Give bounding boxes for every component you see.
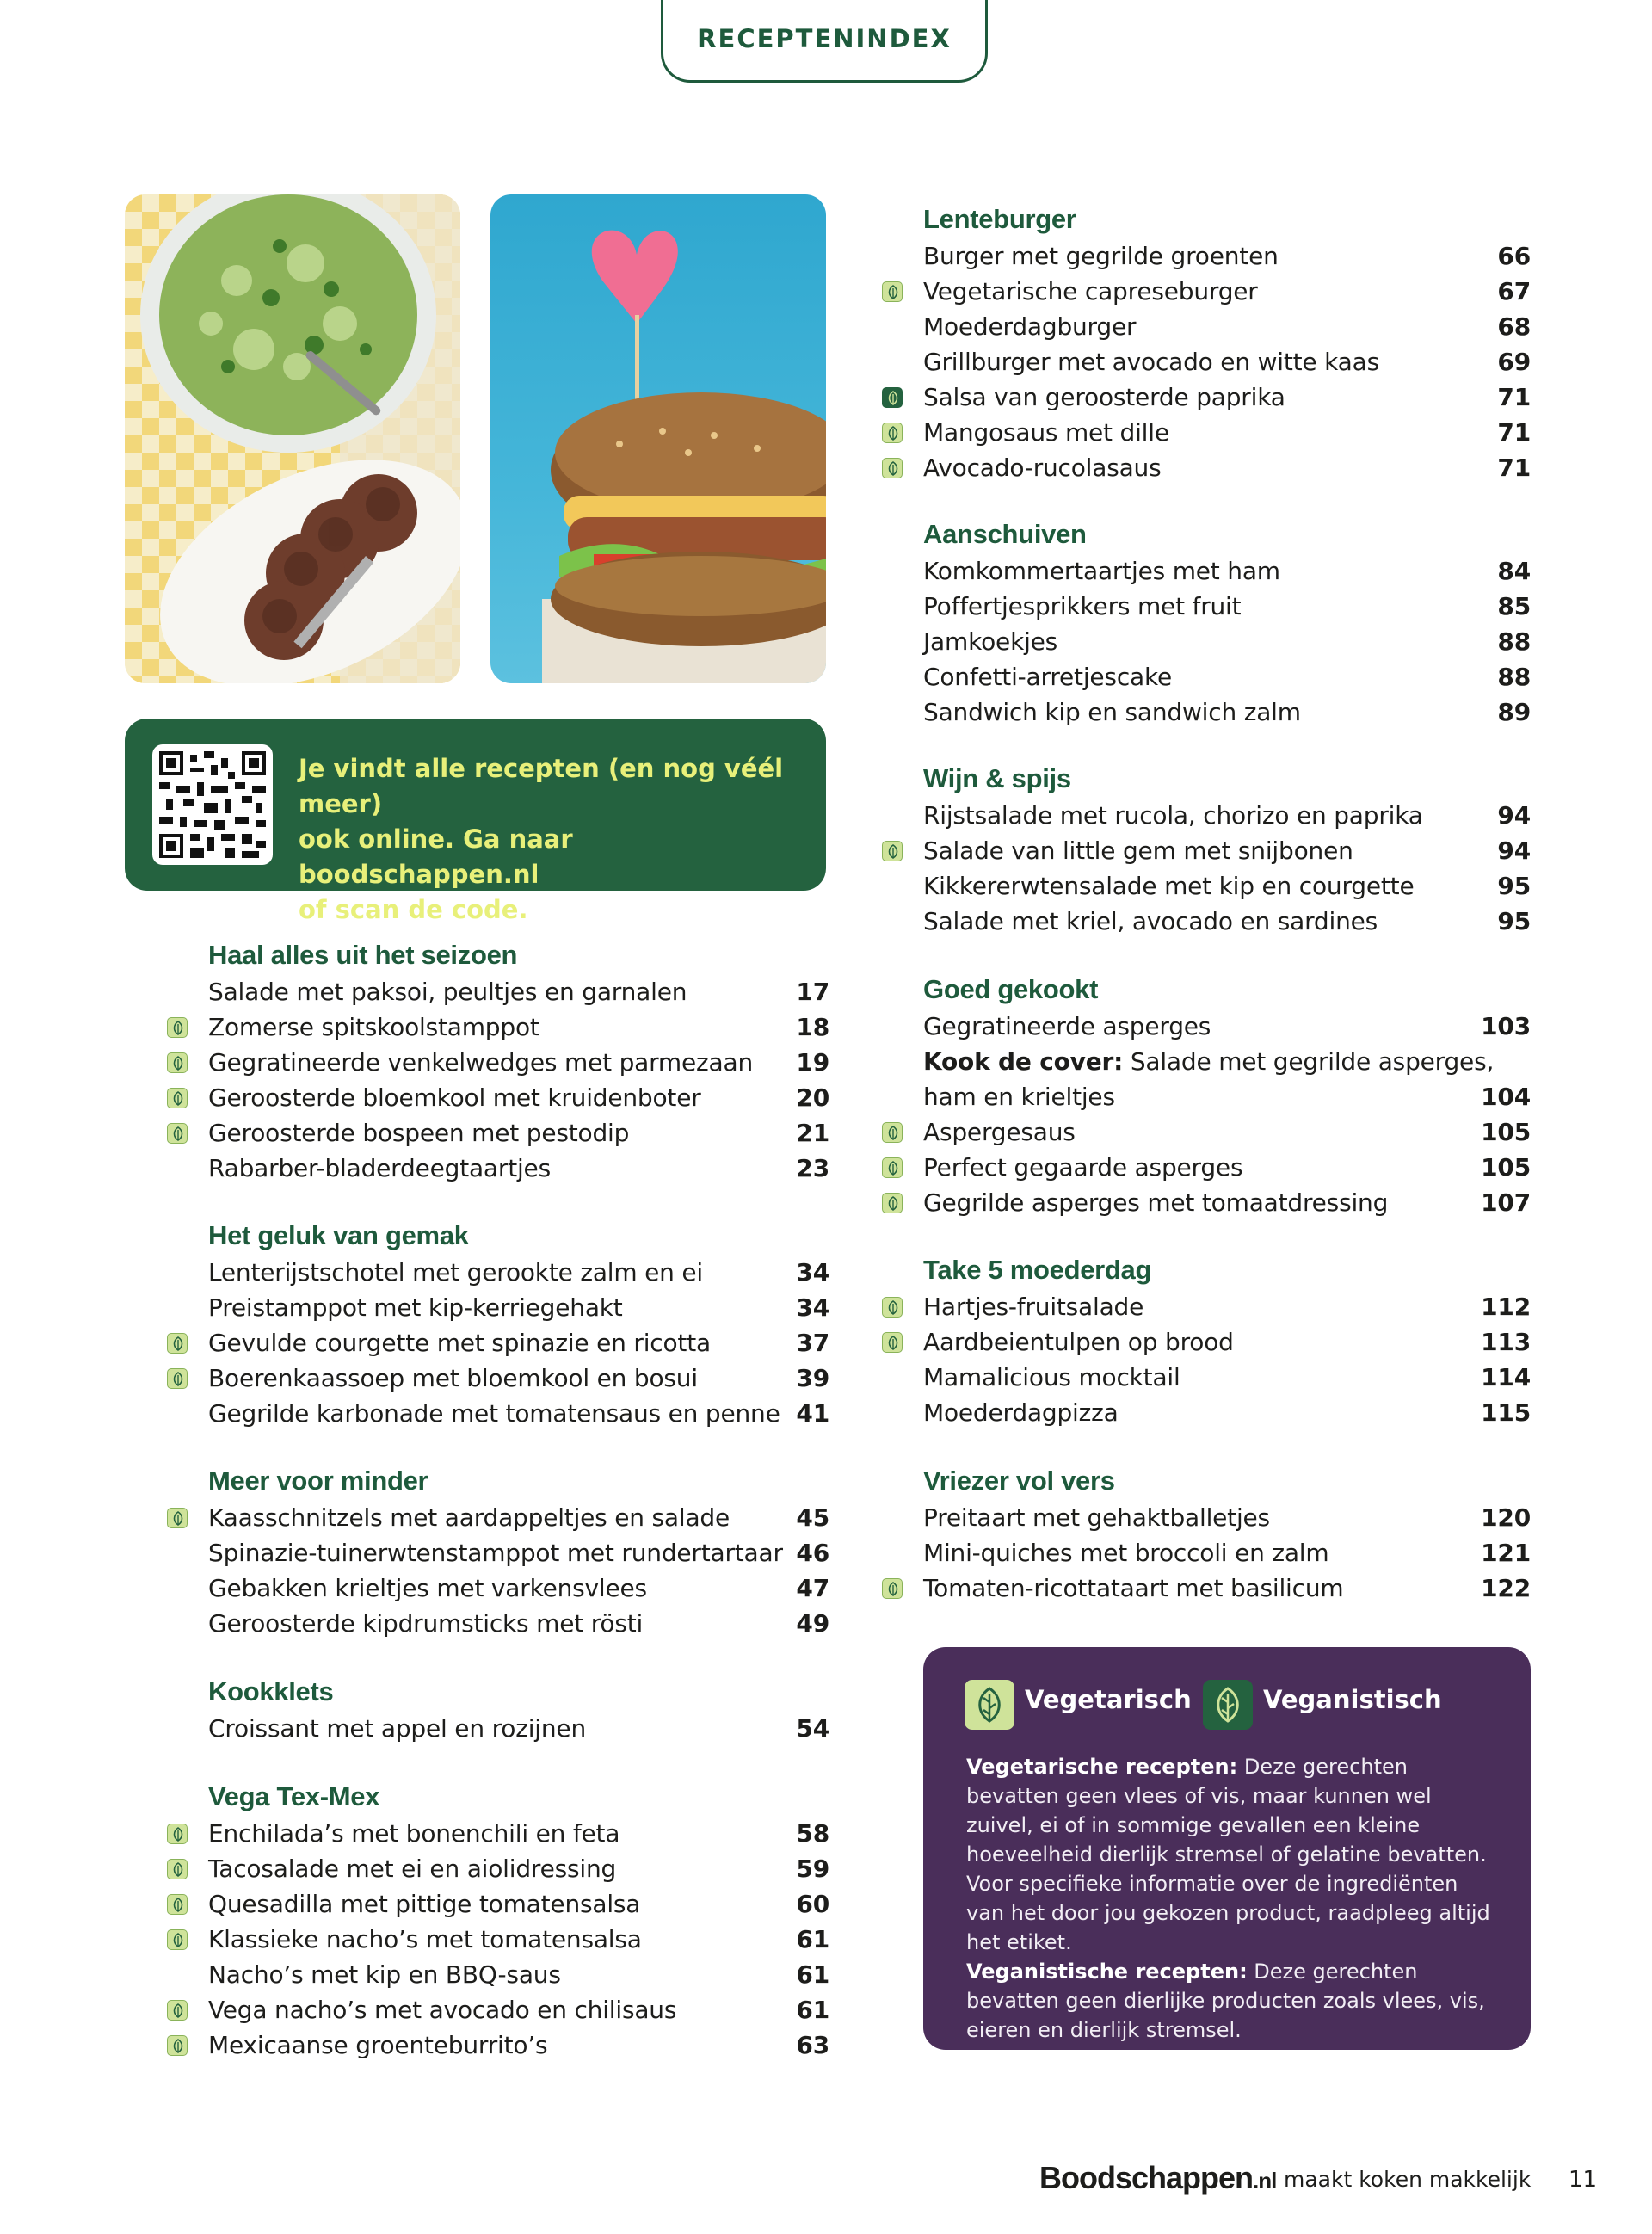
recipe-entry[interactable] [923,1079,1531,1114]
recipe-page-number: 20 [796,1083,829,1112]
recipe-entry[interactable] [208,1922,829,1957]
recipe-page-number: 61 [796,1960,829,1989]
brand-suffix: .nl [1253,2168,1277,2194]
recipe-entry[interactable] [208,1957,829,1992]
recipe-page-number: 114 [1481,1363,1531,1392]
recipe-name-text: Jamkoekjes [923,627,1058,656]
recipe-section [923,515,1531,730]
recipe-name [923,450,1162,485]
vegan-leaf-icon [1203,1680,1253,1730]
vegetarian-leaf-icon [882,1122,903,1143]
recipe-name-text: Moederdagpizza [923,1398,1119,1427]
vegetarian-leaf-icon [882,458,903,478]
recipe-section [923,971,1531,1220]
recipe-entry[interactable] [208,1115,829,1151]
vegetarian-leaf-icon [167,1894,188,1915]
recipe-name [208,1816,620,1851]
recipe-entry[interactable] [208,1151,829,1186]
recipe-name-text: Tomaten-ricottataart met basilicum [923,1574,1344,1602]
recipe-name [923,309,1136,344]
recipe-name-text: Sandwich kip en sandwich zalm [923,698,1301,726]
recipe-section [208,1673,829,1746]
recipe-name [208,1957,561,1992]
recipe-page-number: 61 [796,1925,829,1953]
recipe-name-text: Kaasschnitzels met aardappeltjes en salade [208,1503,730,1532]
recipe-entry[interactable] [208,1711,829,1746]
recipe-name-text: Burger met gegrilde groenten [923,242,1279,270]
recipe-name [923,1044,1494,1079]
recipe-entry[interactable] [923,1535,1531,1571]
recipe-entry[interactable] [923,309,1531,344]
recipe-entry[interactable] [923,659,1531,694]
recipe-name [208,1922,642,1957]
recipe-page-number: 60 [796,1890,829,1918]
recipe-name [923,1150,1242,1185]
section-title: Take 5 moederdag [923,1255,1152,1285]
recipe-name-text: Mini-quiches met broccoli en zalm [923,1539,1329,1567]
recipe-entry[interactable] [208,1325,829,1361]
recipe-entry[interactable] [923,868,1531,904]
recipe-name [923,659,1172,694]
qr-code[interactable] [152,744,273,865]
recipe-name [923,1500,1270,1535]
vegetarian-description-title: Vegetarische recepten: [966,1755,1238,1779]
recipe-name [923,589,1241,624]
recipe-page-number: 45 [796,1503,829,1532]
recipe-name-text: Rabarber-bladerdeegtaartjes [208,1154,551,1182]
recipe-section [208,936,829,1186]
recipe-name [208,1151,551,1186]
recipe-page-number: 120 [1481,1503,1531,1532]
recipe-page-number: 85 [1497,592,1531,620]
recipe-name [208,1396,780,1431]
recipe-name [923,238,1279,274]
recipe-entry[interactable] [208,1361,829,1396]
recipe-entry[interactable] [208,1396,829,1431]
recipe-entry[interactable] [923,1150,1531,1185]
recipe-page-number: 95 [1497,907,1531,935]
section-tab-label: RECEPTENINDEX [697,23,952,53]
section-title: Kookklets [208,1676,334,1706]
recipe-section [923,1251,1531,1430]
recipe-entry[interactable] [923,1289,1531,1324]
recipe-entry[interactable] [923,833,1531,868]
vegetarian-leaf-icon [167,1824,188,1844]
recipe-entry[interactable] [923,589,1531,624]
recipe-entry[interactable] [923,1395,1531,1430]
recipe-page-number: 105 [1481,1118,1531,1146]
recipe-page-number: 58 [796,1819,829,1848]
recipe-name [923,553,1280,589]
recipe-name [923,1571,1343,1606]
online-info-line: ook online. Ga naar boodschappen.nl [299,824,573,889]
recipe-page-number: 88 [1497,663,1531,691]
section-title: Goed gekookt [923,974,1099,1004]
vegan-leaf-icon [882,387,903,408]
recipe-name-text: Klassieke nacho’s met tomatensalsa [208,1925,642,1953]
recipe-name-text: Komkommertaartjes met ham [923,557,1280,585]
recipe-entry[interactable] [208,1571,829,1606]
recipe-name-text: Lenterijstschotel met gerookte zalm en ei [208,1258,704,1287]
recipe-page-number: 94 [1497,836,1531,865]
vegetarian-label: Vegetarisch [1025,1685,1192,1714]
recipe-name [208,1606,643,1641]
recipe-name-text: Hartjes-fruitsalade [923,1293,1144,1321]
section-title: Aanschuiven [923,519,1087,549]
recipe-name [208,1325,711,1361]
recipe-name-text: ham en krieltjes [923,1083,1115,1111]
recipe-name-text: Aspergesaus [923,1118,1076,1146]
recipe-page-number: 71 [1497,418,1531,447]
recipe-entry[interactable] [923,1044,1531,1079]
recipe-page-number: 67 [1497,277,1531,305]
vegetarian-leaf-icon [882,281,903,302]
recipe-entry[interactable] [923,1324,1531,1360]
recipe-entry[interactable] [923,1500,1531,1535]
recipe-section [208,1778,829,2063]
recipe-name [923,274,1258,309]
recipe-name-text: Mexicaanse groenteburrito’s [208,2031,548,2059]
recipe-name [208,1711,586,1746]
burger-photo [490,194,826,683]
recipe-name-text: Kikkererwtensalade met kip en courgette [923,872,1415,900]
recipe-name-text: Salade van little gem met snijbonen [923,836,1353,865]
recipe-page-number: 71 [1497,454,1531,482]
section-title: Lenteburger [923,204,1076,234]
recipe-page-number: 121 [1481,1539,1531,1567]
recipe-entry[interactable] [923,624,1531,659]
recipe-page-number: 103 [1481,1012,1531,1040]
vegan-description-title: Veganistische recepten: [966,1959,1248,1984]
recipe-entry[interactable] [923,1185,1531,1220]
recipe-name [208,1080,701,1115]
vegetarian-leaf-icon [965,1680,1014,1730]
section-title: Vega Tex-Mex [208,1781,380,1811]
recipe-page-number: 89 [1497,698,1531,726]
page-number: 11 [1569,2167,1598,2193]
recipe-entry[interactable] [923,1114,1531,1150]
brand-tagline: maakt koken makkelijk [1284,2167,1532,2192]
recipe-entry[interactable] [208,1500,829,1535]
recipe-name [923,798,1423,833]
recipe-name-text: Enchilada’s met bonenchili en feta [208,1819,620,1848]
recipe-page-number: 112 [1481,1293,1531,1321]
section-title: Haal alles uit het seizoen [208,940,518,970]
recipe-entry[interactable] [923,798,1531,833]
recipe-name-text: Spinazie-tuinerwtenstamppot met rundertartaar [208,1539,783,1567]
recipe-name-text: Rijstsalade met rucola, chorizo en paprika [923,801,1423,830]
recipe-entry[interactable] [208,1535,829,1571]
vegetarian-leaf-icon [167,1088,188,1108]
vegetarian-leaf-icon [167,1368,188,1389]
vegetarian-leaf-icon [882,1193,903,1213]
recipe-name [208,2027,547,2063]
recipe-page-number: 95 [1497,872,1531,900]
recipe-entry[interactable] [208,1851,829,1886]
recipe-name-text: Croissant met appel en rozijnen [208,1714,586,1743]
recipe-entry[interactable] [208,2027,829,2063]
vegan-label: Veganistisch [1263,1685,1442,1714]
recipe-name-text: Gegratineerde venkelwedges met parmezaan [208,1048,753,1077]
recipe-entry[interactable] [923,904,1531,939]
recipe-name [923,868,1414,904]
recipe-entry[interactable] [923,274,1531,309]
online-info-line: Je vindt alle recepten (en nog véél meer) [299,754,784,818]
recipe-entry[interactable] [208,1992,829,2027]
vegetarian-leaf-icon [882,1297,903,1318]
recipe-page-number: 21 [796,1119,829,1147]
recipe-page-number: 63 [796,2031,829,2059]
recipe-name-text: Gevulde courgette met spinazie en ricotta [208,1329,711,1357]
recipe-name-text: Quesadilla met pittige tomatensalsa [208,1890,641,1918]
recipe-page-number: 34 [796,1293,829,1322]
recipe-page-number: 46 [796,1539,829,1567]
section-title: Wijn & spijs [923,763,1071,793]
recipe-section [208,1462,829,1641]
recipe-page-number: 23 [796,1154,829,1182]
recipe-name-text: Salade met paksoi, peultjes en garnalen [208,978,687,1006]
recipe-name-text: Salade met kriel, avocado en sardines [923,907,1378,935]
recipe-entry[interactable] [208,1045,829,1080]
recipe-entry[interactable] [208,1080,829,1115]
recipe-name-text: Boerenkaassoep met bloemkool en bosui [208,1364,698,1392]
recipe-name [208,1886,640,1922]
recipe-name-text: Mangosaus met dille [923,418,1169,447]
recipe-entry[interactable] [923,1360,1531,1395]
vegetarian-description: Deze gerechten bevatten geen vlees of vis, maar kunnen wel zuivel, ei of in sommige gevallen een kleine hoeveelheid dierlijk stremsel of gelatine bevatten. Voor specifieke informatie over de ingrediënten van het door jou gekozen product, raadpleeg altijd het etiket. [966,1755,1490,1954]
recipe-name [923,344,1379,380]
recipe-name [923,1009,1211,1044]
recipe-name [923,1114,1076,1150]
recipe-name-text: Nacho’s met kip en BBQ-saus [208,1960,561,1989]
recipe-entry[interactable] [923,380,1531,415]
recipe-name-text: Geroosterde bospeen met pestodip [208,1119,630,1147]
recipe-page-number: 39 [796,1364,829,1392]
recipe-entry[interactable] [923,238,1531,274]
recipe-name-text: Perfect gegaarde asperges [923,1153,1243,1182]
recipe-name [208,1992,676,2027]
recipe-name-text: Geroosterde bloemkool met kruidenboter [208,1083,701,1112]
recipe-page-number: 59 [796,1854,829,1883]
recipe-name [923,904,1378,939]
recipe-page-number: 66 [1497,242,1531,270]
recipe-page-number: 113 [1481,1328,1531,1356]
recipe-name-text: Preitaart met gehaktballetjes [923,1503,1270,1532]
recipe-entry[interactable] [208,1816,829,1851]
recipe-name-text: Geroosterde kipdrumsticks met rösti [208,1609,644,1638]
recipe-page-number: 71 [1497,383,1531,411]
recipe-entry[interactable] [208,1009,829,1045]
stamppot-photo [125,194,460,683]
online-info-line: of scan de code. [299,895,528,924]
recipe-name-text: Gegratineerde asperges [923,1012,1211,1040]
vegetarian-leaf-icon [167,1017,188,1038]
recipe-name [208,1571,647,1606]
recipe-entry[interactable] [923,1571,1531,1606]
vegetarian-leaf-icon [882,1157,903,1178]
legend-description [966,1752,1500,2045]
recipe-name-text: Salsa van geroosterde paprika [923,383,1285,411]
recipe-name-text: Gegrilde asperges met tomaatdressing [923,1188,1389,1217]
recipe-name-text: Zomerse spitskoolstamppot [208,1013,539,1041]
recipe-entry[interactable] [923,694,1531,730]
online-info-text [299,751,815,928]
recipe-name [923,1185,1388,1220]
recipe-page-number: 61 [796,1996,829,2024]
recipe-page-number: 47 [796,1574,829,1602]
recipe-name-text: Gebakken krieltjes met varkensvlees [208,1574,647,1602]
recipe-name [208,1009,539,1045]
recipe-entry[interactable] [208,1886,829,1922]
recipe-page-number: 105 [1481,1153,1531,1182]
recipe-name [208,1851,616,1886]
recipe-page-number: 69 [1497,348,1531,376]
recipe-name [923,1535,1328,1571]
recipe-name-text: Mamalicious mocktail [923,1363,1180,1392]
recipe-page-number: 18 [796,1013,829,1041]
vegan-description: Deze gerechten bevatten geen dierlijke producten zoals vlees, vis, eieren en dierlijk stremsel. [966,1959,1485,2042]
recipe-page-number: 34 [796,1258,829,1287]
recipe-name [208,1290,623,1325]
recipe-page-number: 49 [796,1609,829,1638]
vegetarian-leaf-icon [167,1333,188,1354]
recipe-entry[interactable] [923,1009,1531,1044]
recipe-name [923,415,1169,450]
recipe-entry[interactable] [923,553,1531,589]
recipe-name [208,1115,629,1151]
recipe-name [923,1079,1115,1114]
recipe-name-text: Confetti-arretjescake [923,663,1173,691]
recipe-name [208,1500,730,1535]
recipe-name-text: Poffertjesprikkers met fruit [923,592,1242,620]
vegetarian-leaf-icon [167,2035,188,2056]
vegetarian-leaf-icon [167,1859,188,1879]
recipe-entry[interactable] [208,1606,829,1641]
recipe-page-number: 94 [1497,801,1531,830]
section-title: Het geluk van gemak [208,1220,469,1250]
recipe-page-number: 68 [1497,312,1531,341]
recipe-name [923,694,1301,730]
vegetarian-leaf-icon [882,841,903,861]
recipe-name [208,1255,703,1290]
recipe-page-number: 37 [796,1329,829,1357]
recipe-entry[interactable] [923,415,1531,450]
recipe-name [923,833,1353,868]
recipe-entry[interactable] [208,974,829,1009]
vegetarian-leaf-icon [882,423,903,443]
brand-name: Boodschappen [1039,2160,1254,2195]
vegetarian-leaf-icon [167,1929,188,1950]
recipe-name-text: Salade met gegrilde asperges, [1123,1047,1495,1076]
vegetarian-leaf-icon [167,1508,188,1528]
recipe-name [208,1361,698,1396]
vegetarian-leaf-icon [167,1123,188,1144]
recipe-name [923,624,1057,659]
recipe-name [923,380,1285,415]
brand-logo [1039,2160,1276,2196]
recipe-name-text: Tacosalade met ei en aiolidressing [208,1854,617,1883]
recipe-page-number: 41 [796,1399,829,1428]
recipe-name [208,974,687,1009]
recipe-name [923,1360,1180,1395]
recipe-name-text: Vega nacho’s met avocado en chilisaus [208,1996,677,2024]
recipe-name [208,1045,753,1080]
recipe-name-text: Aardbeientulpen op brood [923,1328,1234,1356]
legend-box [923,1647,1531,2050]
recipe-name-text: Avocado-rucolasaus [923,454,1162,482]
section-title: Meer voor minder [208,1466,428,1496]
recipe-page-number: 107 [1481,1188,1531,1217]
recipe-entry[interactable] [208,1255,829,1290]
section-tab [661,0,988,83]
recipe-page-number: 88 [1497,627,1531,656]
recipe-name [923,1395,1119,1430]
recipe-page-number: 54 [796,1714,829,1743]
recipe-name-text: Grillburger met avocado en witte kaas [923,348,1379,376]
vegetarian-leaf-icon [167,2000,188,2021]
recipe-entry[interactable] [923,344,1531,380]
recipe-section [923,1462,1531,1606]
recipe-page-number: 19 [796,1048,829,1077]
recipe-page-number: 84 [1497,557,1531,585]
recipe-section [923,201,1531,485]
recipe-page-number: 104 [1481,1083,1531,1111]
recipe-entry[interactable] [923,450,1531,485]
recipe-name-text: Vegetarische capreseburger [923,277,1258,305]
recipe-entry[interactable] [208,1290,829,1325]
recipe-section [208,1217,829,1431]
online-info-box [125,719,826,924]
recipe-page-number: 122 [1481,1574,1531,1602]
recipe-page-number: 115 [1481,1398,1531,1427]
vegetarian-leaf-icon [882,1578,903,1599]
recipe-name [208,1535,783,1571]
recipe-page-number: 17 [796,978,829,1006]
recipe-name [923,1289,1143,1324]
recipe-section [923,760,1531,939]
recipe-name-text: Gegrilde karbonade met tomatensaus en penne [208,1399,780,1428]
vegetarian-leaf-icon [882,1332,903,1353]
recipe-name [923,1324,1234,1360]
vegetarian-leaf-icon [167,1052,188,1073]
recipe-name-text: Preistamppot met kip-kerriegehakt [208,1293,623,1322]
recipe-name-text: Moederdagburger [923,312,1137,341]
recipe-name-prefix: Kook de cover: [923,1047,1124,1076]
section-title: Vriezer vol vers [923,1466,1115,1496]
